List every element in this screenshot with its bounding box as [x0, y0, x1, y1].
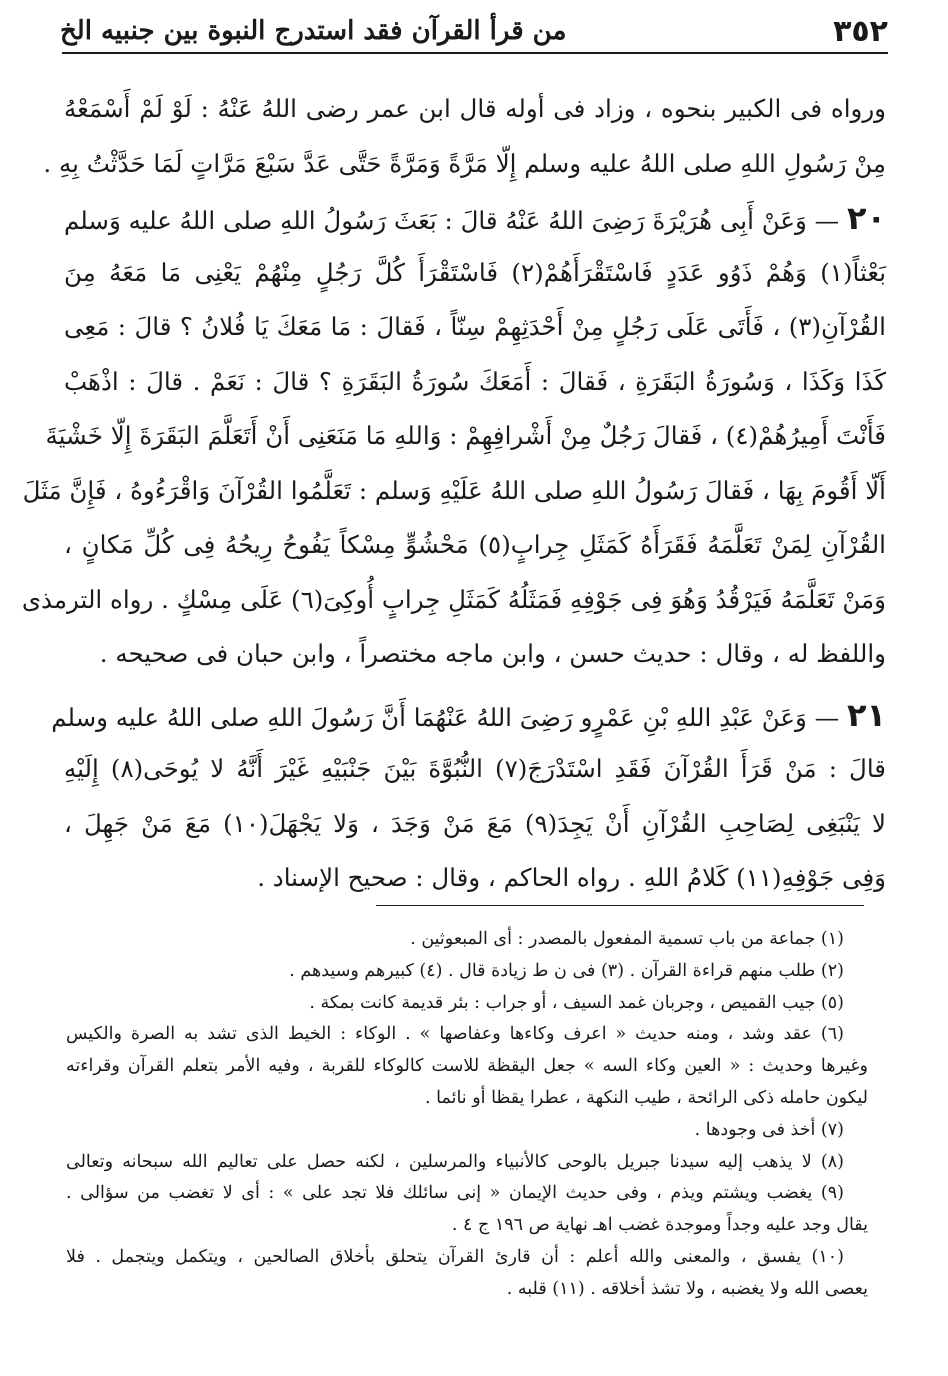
text-line: فَأَنْتَ أَمِيرُهُمْ(٤) ، فَقالَ رَجُلٌ مِنْ أَشْرافِهِمْ : وَاللهِ مَا مَنَعَنِى أَنْ أَتَعَلَّمَ البَقَرَةَ إِلّا خَشْيَةَ	[45, 421, 886, 450]
hadith-number: ٢٠	[846, 199, 886, 237]
footnote: يعصى الله ولا يغضبه ، ولا تشذ أخلاقه . (١١) قلبه .	[506, 1278, 868, 1299]
footnote: (٦) عقد وشد ، ومنه حديث « اعرف وكاءها وعفاصها » . الوكاء : الخيط الذى تشد به الصرة والكيس	[66, 1024, 844, 1045]
footnote: ليكون حامله ذكى الرائحة ، طيب النكهة ، عطرا يقظا أو نائما .	[425, 1087, 868, 1108]
running-title: من قرأ القرآن فقد استدرج النبوة بين جنبيه الخ	[60, 16, 567, 46]
text-line: لا يَنْبَغِى لِصَاحِبِ القُرْآنِ أَنْ يَجِدَ(٩) مَعَ مَنْ وَجَدَ ، وَلا يَجْهَلَ(١٠) مَعَ مَنْ جَهِلَ ،	[64, 808, 887, 838]
text-line: كَذَا وَكَذَا ، وَسُورَةُ البَقَرَةِ ، فَقالَ : أَمَعَكَ سُورَةُ البَقَرَةِ ؟ قالَ : نَعَمْ . قالَ : اذْهَبْ	[64, 366, 886, 396]
text-line: القُرْآنِ لِمَنْ تَعَلَّمَهُ فَقَرَأَهُ كَمَثَلِ جِرابٍ(٥) مَحْشُوٍّ مِسْكاً يَفُوحُ رِيحُهُ فِى كُلِّ مَكانٍ ،	[64, 530, 886, 559]
footnote: (٨) لا يذهب إليه سيدنا جبريل بالوحى كالأنبياء والمرسلين ، لكنه حصل على تعاليم الله سبحانه وتعالى	[66, 1151, 844, 1172]
text-line: وَفِى جَوْفِهِ(١١) كَلامُ اللهِ . رواه الحاكم ، وقال : صحيح الإسناد .	[257, 863, 886, 892]
hadith-21-first-line	[51, 688, 886, 743]
footnote: (٥) جيب القميص ، وجربان غمد السيف ، أو جراب : بئر قديمة كانت بمكة .	[309, 992, 844, 1013]
hadith-number: ٢١	[846, 695, 886, 734]
page-number: ٣٥٢	[833, 14, 888, 49]
text-line: واللفظ له ، وقال : حديث حسن ، وابن ماجه مختصراً ، وابن حبان فى صحيحه .	[99, 639, 886, 668]
text-line: ورواه فى الكبير بنحوه ، وزاد فى أوله قال ابن عمر رضى اللهُ عَنْهُ : لَوْ لَمْ أَسْمَعْهُ	[64, 94, 886, 123]
text-line: أَلّا أَقُومَ بِهَا ، فَقالَ رَسُولُ اللهِ صلى اللهُ عَلَيْهِ وَسلم : تَعَلَّمُوا القُرْآنَ وَاقْرَءُوهُ ، فَإِنَّ مَثَلَ	[22, 475, 886, 505]
footnote: (١) جماعة من باب تسمية المفعول بالمصدر : أى المبعوثين .	[410, 929, 844, 949]
footnote: (٧) أخذ فى وجودها .	[694, 1119, 844, 1140]
footnotes	[66, 924, 868, 1306]
text-line: — وَعَنْ أَبِى هُرَيْرَةَ رَضِىَ اللهُ عَنْهُ قالَ : بَعَثَ رَسُولُ اللهِ صلى اللهُ عليه وَسلم	[64, 206, 840, 235]
main-text	[21, 82, 887, 906]
footnote: (١٠) يفسق ، والمعنى والله أعلم : أن قارئ القرآن يتحلق بأخلاق الصالحين ، ويتكمل ويتجمل . فلا	[66, 1246, 844, 1267]
hadith-20-first-line	[64, 191, 886, 246]
footnote: يقال وجد عليه وجداً وموجدة غضب اهـ نهاية ص ١٩٦ ج ٤ .	[451, 1215, 868, 1236]
header-rule	[62, 52, 888, 54]
text-line: بَعْثاً(١) وَهُمْ ذَوُو عَدَدٍ فَاسْتَقْرَأَهُمْ(٢) فَاسْتَقْرَأَ كُلَّ رَجُلٍ مِنْهُمْ يَعْنِى مَا مَعَهُ مِنَ	[64, 257, 887, 287]
footnote: (٢) طلب منهم قراءة القرآن . (٣) فى ن ط زيادة قال . (٤) كبيرهم وسيدهم .	[289, 960, 844, 981]
footnote-separator	[376, 905, 864, 906]
footnote: وغيرها وحديث : « العين وكاء السه » جعل اليقظة للاست كالوكاء للقربة ، وفيه الأمر بتعلم القرآن وقراءته	[66, 1056, 868, 1077]
text-line: قالَ : مَنْ قَرَأَ القُرْآنَ فَقَدِ اسْتَدْرَجَ(٧) النُّبُوَّةَ بَيْنَ جَنْبَيْهِ غَيْرَ أَنَّهُ لا يُوحَى(٨) إِلَيْهِ	[64, 754, 886, 783]
page-header	[60, 8, 888, 52]
text-line: وَمَنْ تَعَلَّمَهُ فَيَرْقُدُ وَهُوَ فِى جَوْفِهِ فَمَثَلُهُ كَمَثَلِ جِرابٍ أُوكِىَ(٦) عَلَى مِسْكٍ . رواه الترمذى	[21, 584, 886, 614]
text-line: — وَعَنْ عَبْدِ اللهِ بْنِ عَمْرٍو رَضِىَ اللهُ عَنْهُمَا أَنَّ رَسُولَ اللهِ صلى اللهُ عليه وسلم	[51, 702, 840, 732]
footnote: (٩) يغضب ويشتم ويذم ، وفى حديث الإيمان « إنى سائلك فلا تجد على » : أى لا تغضب من سؤالى .	[66, 1183, 844, 1204]
text-line: مِنْ رَسُولِ اللهِ صلى اللهُ عليه وسلم إِلّا مَرَّةً وَمَرَّةً حَتَّى عَدَّ سَبْعَ مَرَّاتٍ لَمَا حَدَّثْتُ بِهِ .	[43, 148, 886, 178]
text-line: القُرْآنِ(٣) ، فَأَتَى عَلَى رَجُلٍ مِنْ أَحْدَثِهِمْ سِنّاً ، فَقالَ : مَا مَعَكَ يَا فُلانُ ؟ قالَ : مَعِى	[64, 312, 886, 341]
